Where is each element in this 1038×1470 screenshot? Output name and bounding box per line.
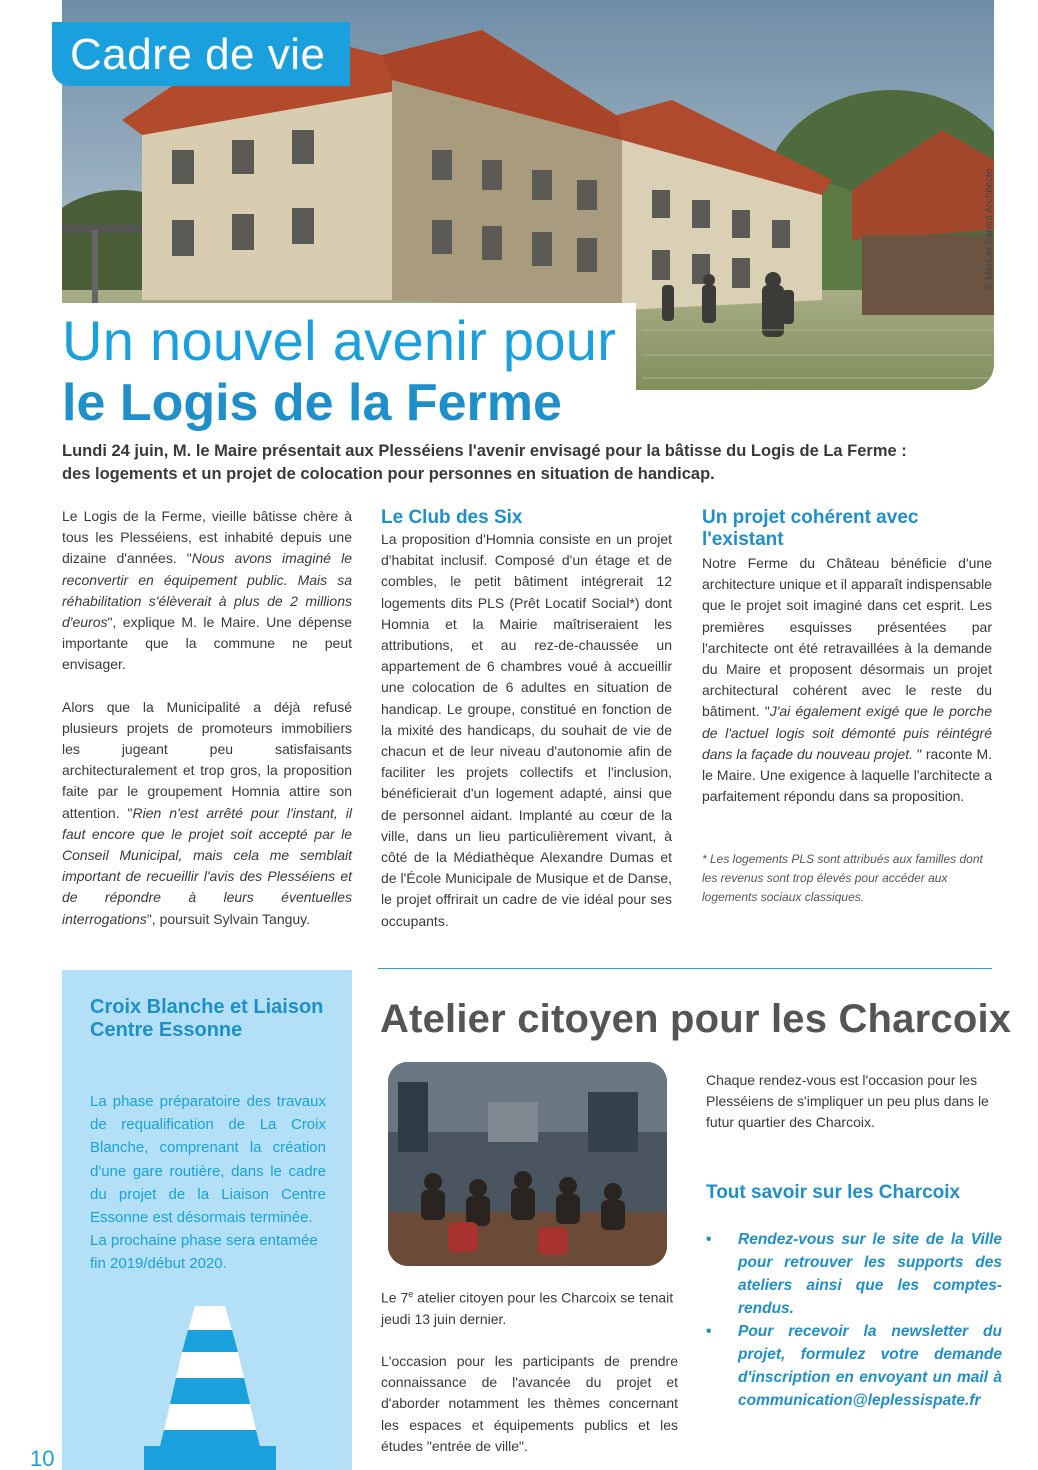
charcoix-info-title: Tout savoir sur les Charcoix: [706, 1182, 961, 1203]
col1-paragraph-1: Le Logis de la Ferme, vieille bâtisse chère à tous les Plesséiens, est inhabité depuis une dizaine d'années. "Nous avons imaginé le reconvertir en équipement public. Mais sa réhabilitation s'élèverait à plus de 2 millions d'euros", explique M. le Maire. Une dépense importante que la commune ne peut envisager.: [62, 508, 352, 673]
col2-paragraph: La proposition d'Homnia consiste en un projet d'habitat inclusif. Composé d'un étage et de combles, le petit bâtiment intégrerait 12 logements dits PLS (Prêt Locatif Social*) dont Homnia et la Mairie maîtriseraient les attributions, et au rez-de-chaussée un appartement de 6 chambres voué à accueillir une colocation de 6 adultes en situation de handicap. Le groupe, constitué en fonction de la mixité des handicaps, du souhait de vie de chacun et de leur niveau d'autonomie afin de faciliter les projets collectifs et l'inclusion, bénéficierait d'un logement adapté, ainsi que de personnel aidant. Implanté au cœur de la ville, dans un lieu particulièrement vivant, à côté de la Médiathèque Alexandre Dumas et de l'École Municipale de Musique et de Danse, le projet offrirait un cadre de vie idéal pour ses occupants.: [381, 531, 672, 929]
headline-line-2: le Logis de la Ferme: [62, 374, 562, 432]
article-column-2: [381, 529, 672, 953]
sidebar-paragraph-2: La prochaine phase sera entamée fin 2019/début 2020.: [90, 1232, 318, 1273]
col3-paragraph: Notre Ferme du Château bénéficie d'une architecture unique et il apparaît indispensable que le projet soit imaginé dans cet esprit. Les premières esquisses présentées par l'architecte ont été retravaillées à la demande du Maire et proposent désormais un projet architectural cohérent avec le reste du bâtiment. "J'ai également exigé que le porche de l'actuel logis soit démonté puis réintégré dans la façade du nouveau projet. " raconte M. le Maire. Une exigence à laquelle l'architecte a parfaitement répondu dans sa proposition.: [702, 555, 992, 805]
atelier-right-column: [706, 1070, 1002, 1155]
col3-heading: Un projet cohérent avec l'existant: [702, 507, 919, 550]
list-item: [706, 1320, 1002, 1412]
page-number: 10: [30, 1446, 55, 1470]
list-item: • Rendez-vous sur le site de la Ville pour retrouver les supports des ateliers ainsi que les comptes-rendus.: [706, 1228, 1002, 1320]
bullet-icon: •: [706, 1231, 712, 1248]
headline-line-1: Un nouvel avenir pour: [62, 309, 617, 372]
sidebar-paragraph-1: La phase préparatoire des travaux de requalification de La Croix Blanche, comprenant la création d'une gare routière, dans le cadre du projet de la Liaison Centre Essonne est désormais terminée.: [90, 1093, 326, 1227]
article-lead: [62, 440, 982, 486]
atelier-paragraph-3: Chaque rendez-vous est l'occasion pour les Plesséiens de s'impliquer un peu plus dans le futur quartier des Charcoix.: [706, 1072, 989, 1131]
section-label: Cadre de vie: [70, 30, 326, 79]
sidebar-body: [90, 1090, 326, 1276]
section-divider: [378, 968, 992, 969]
charcoix-info-list: [706, 1228, 1002, 1412]
traffic-cone-icon: [140, 1306, 280, 1470]
atelier-body: [381, 1284, 678, 1470]
atelier-title: Atelier citoyen pour les Charcoix: [380, 997, 1012, 1041]
article-column-1: [62, 506, 352, 951]
pls-footnote: * Les logements PLS sont attribués aux familles dont les revenus sont trop élevés pour accéder aux logements sociaux classiques.: [702, 852, 983, 904]
col1-paragraph-2: Alors que la Municipalité a déjà refusé plusieurs projets de promoteurs immobiliers les jugeant peu satisfaisants architecturalement et trop gros, la proposition faite par le groupement Homnia attire son attention. "Rien n'est arrêté pour l'instant, il faut encore que le projet soit accepté par le Conseil Municipal, mais cela me semblait important de recueillir l'avis des Plesséiens et de répondre à leurs éventuelles interrogations", poursuit Sylvain Tanguy.: [62, 698, 352, 927]
article-column-3: [702, 553, 992, 828]
newsletter-link[interactable]: Pour recevoir la newsletter du projet, formulez votre demande d'inscription en envoyant un mail à communication@leplessispate.fr: [738, 1323, 1002, 1409]
sidebar-title: Croix Blanche et Liaison Centre Essonne: [90, 996, 324, 1041]
atelier-paragraph-2: L'occasion pour les participants de prendre connaissance de l'avancée du projet et d'aborder notamment les thèmes concernant les espaces et équipements publics et les études "entrée de ville".: [381, 1353, 678, 1454]
section-tag: [52, 22, 350, 86]
lead-line-2: des logements et un projet de colocation pour personnes en situation de handicap.: [62, 465, 715, 483]
bullet-icon: •: [706, 1323, 712, 1340]
lead-line-1: Lundi 24 juin, M. le Maire présentait aux Plesséiens l'avenir envisagé pour la bâtisse du Logis de La Ferme :: [62, 442, 907, 460]
col2-heading: Le Club des Six: [381, 507, 523, 528]
atelier-paragraph-1: Le 7e atelier citoyen pour les Charcoix se tenait jeudi 13 juin dernier.: [381, 1289, 674, 1327]
meeting-photo: [388, 1062, 667, 1266]
photo-credit: © Manuel Faraut Architecte: [984, 168, 995, 290]
